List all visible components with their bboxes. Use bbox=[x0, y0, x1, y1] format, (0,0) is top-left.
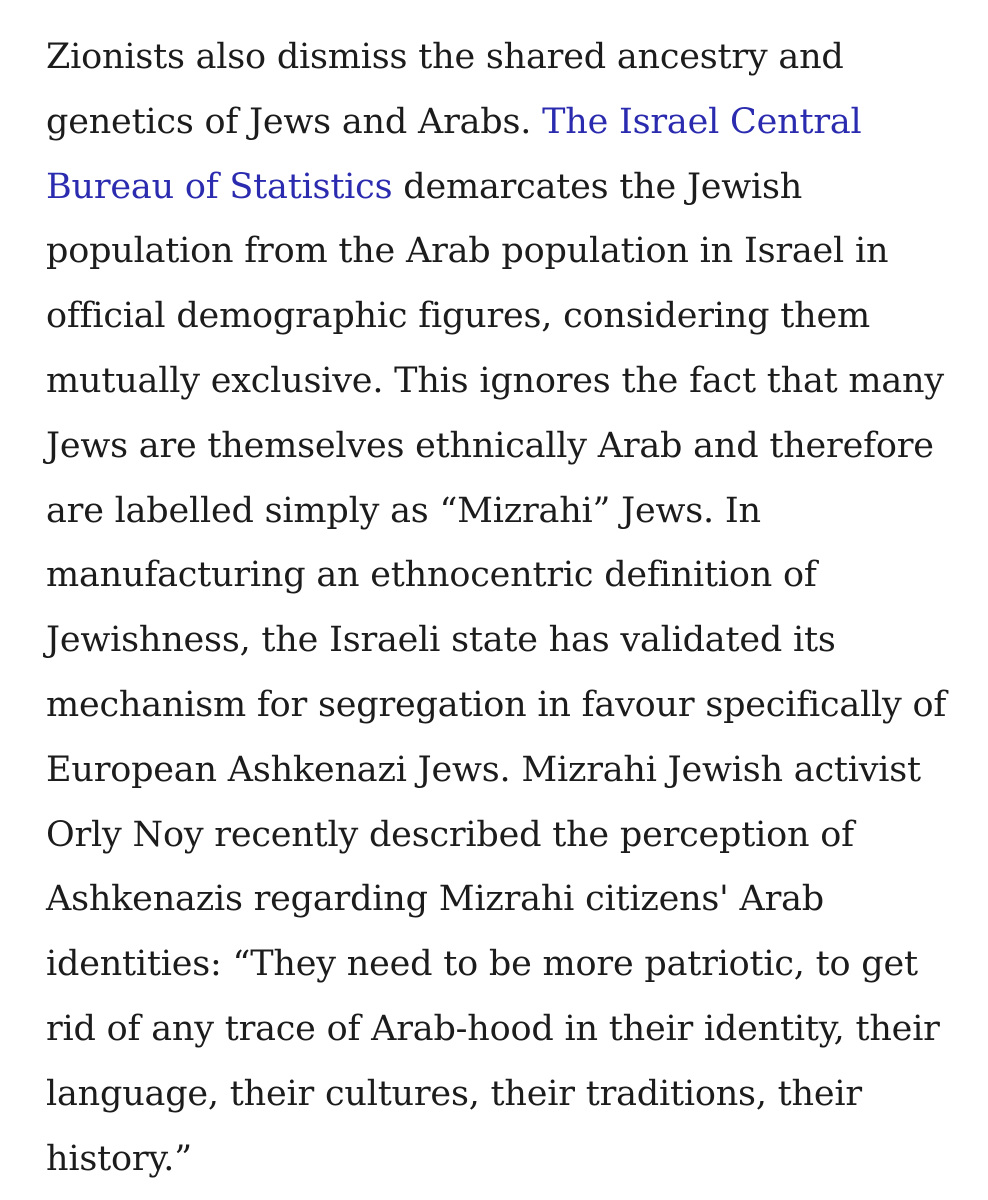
text-line bbox=[46, 90, 948, 155]
text-line: history.” bbox=[46, 1138, 192, 1179]
cbs-link-continued[interactable]: Bureau of Statistics bbox=[46, 166, 393, 207]
text-line: identities: “They need to be more patriotic, to get bbox=[46, 944, 918, 985]
text-line: manufacturing an ethnocentric definition of bbox=[46, 555, 817, 596]
text-line: mutually exclusive. This ignores the fact that many bbox=[46, 360, 944, 401]
text-line: are labelled simply as “Mizrahi” Jews. In bbox=[46, 490, 761, 531]
text-line: official demographic figures, considering them bbox=[46, 296, 870, 337]
text-line: population from the Arab population in Israel in bbox=[46, 231, 889, 272]
article-paragraph bbox=[46, 25, 948, 1191]
text-line: Ashkenazis regarding Mizrahi citizens' Arab bbox=[46, 879, 825, 920]
text-line: mechanism for segregation in favour specifically of bbox=[46, 684, 947, 725]
text-line: Orly Noy recently described the perception of bbox=[46, 814, 854, 855]
text-segment: genetics of Jews and Arabs. bbox=[46, 101, 543, 142]
text-line: rid of any trace of Arab-hood in their identity, their bbox=[46, 1008, 940, 1049]
text-line: Jews are themselves ethnically Arab and therefore bbox=[46, 425, 934, 466]
text-line bbox=[46, 155, 948, 220]
text-line: Zionists also dismiss the shared ancestry and bbox=[46, 37, 844, 77]
text-line: language, their cultures, their traditions, their bbox=[46, 1073, 862, 1114]
cbs-link[interactable]: The Israel Central bbox=[542, 101, 862, 142]
text-line: European Ashkenazi Jews. Mizrahi Jewish activist bbox=[46, 749, 921, 790]
text-line: Jewishness, the Israeli state has validated its bbox=[46, 620, 836, 661]
text-segment: demarcates the Jewish bbox=[392, 166, 803, 207]
